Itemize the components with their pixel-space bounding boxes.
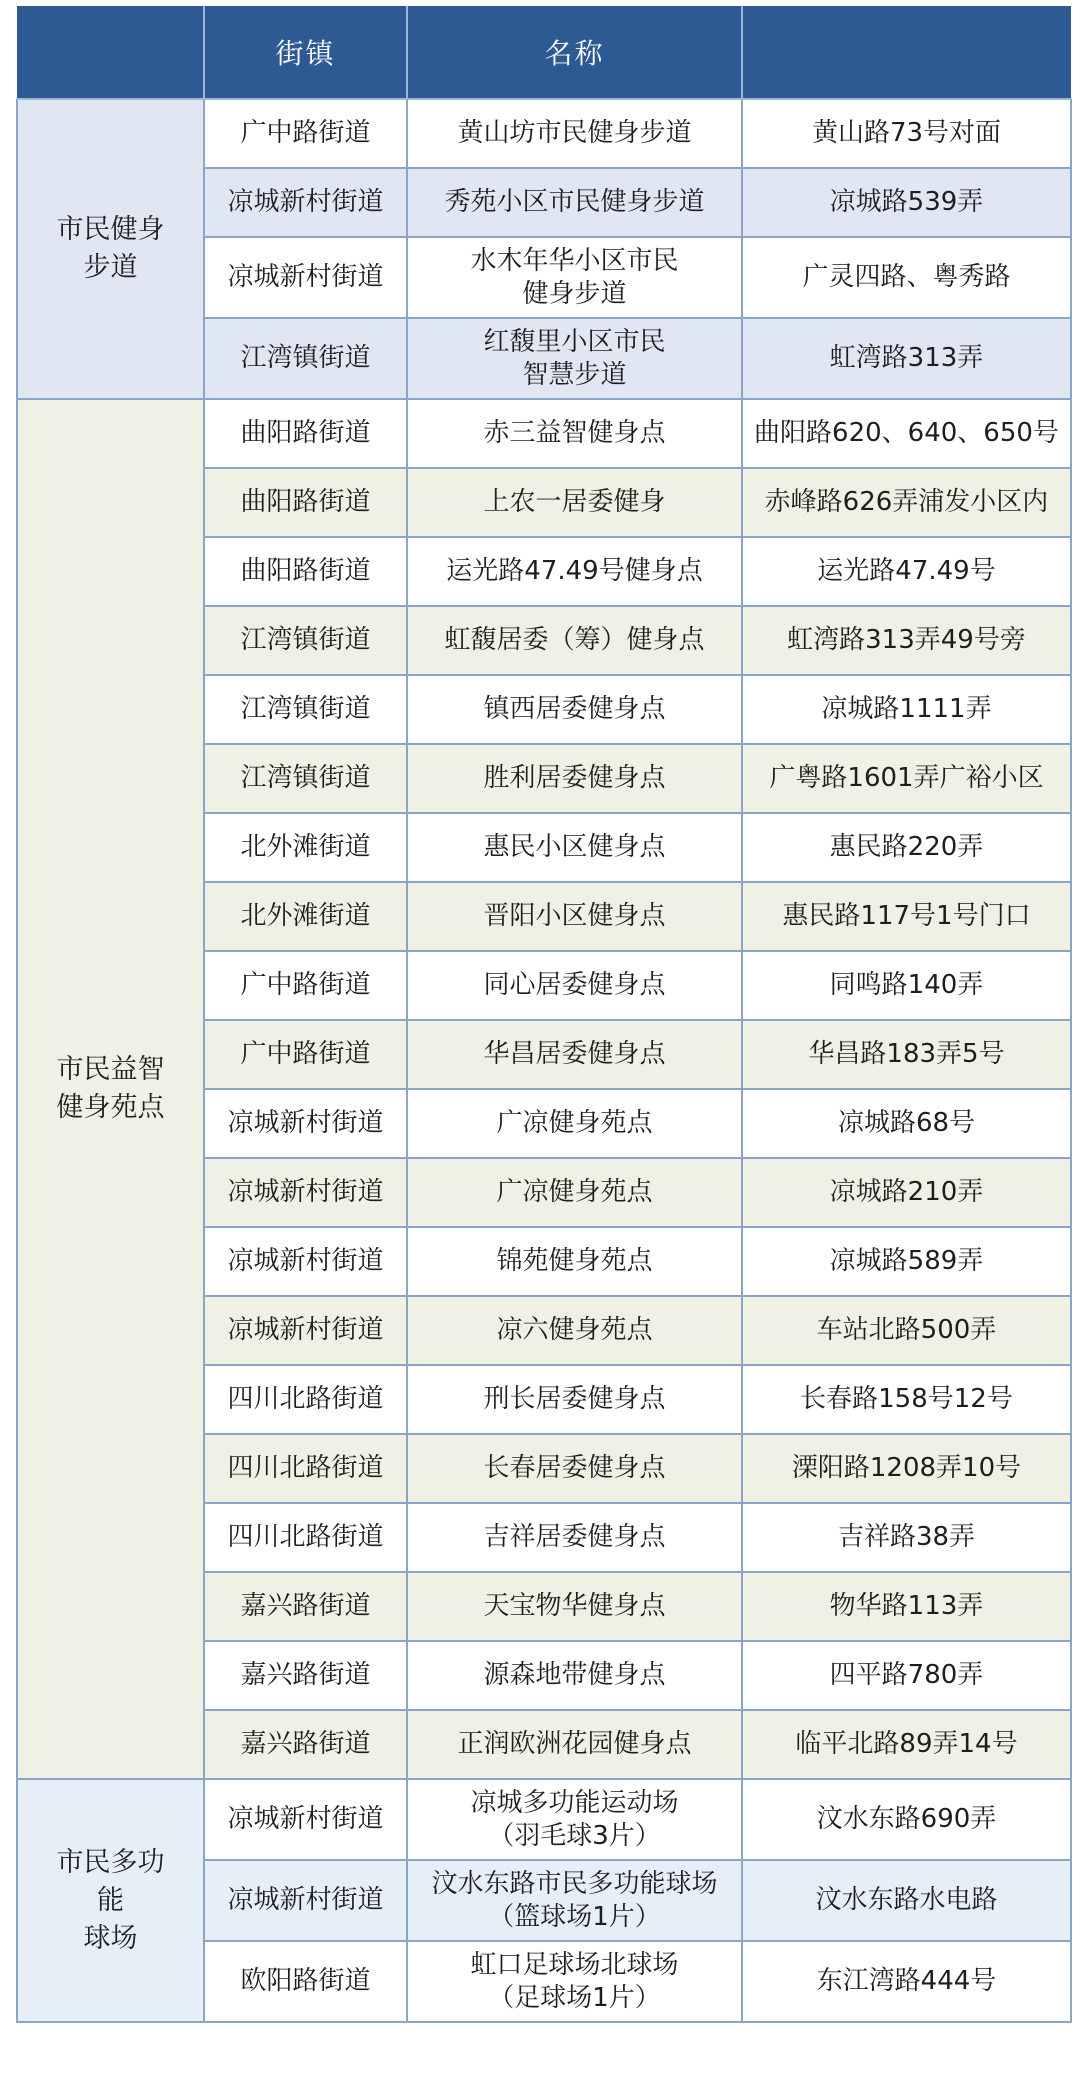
name-line1: 吉祥居委健身点 [483,1522,666,1552]
table-row [17,399,1071,468]
street-cell: 曲阳路街道 [204,537,407,606]
street-cell: 江湾镇街道 [204,744,407,813]
category-label-line2: 健身苑点 [56,1092,165,1123]
name-cell [407,318,742,399]
name-cell [407,1941,742,2022]
street-cell: 广中路街道 [204,1020,407,1089]
address-cell: 华昌路183弄5号 [742,1020,1071,1089]
name-line2: 智慧步道 [522,359,627,390]
address-cell: 汶水东路690弄 [742,1779,1071,1860]
street-cell: 四川北路街道 [204,1365,407,1434]
address-cell: 汶水东路水电路 [742,1860,1071,1941]
street-cell: 广中路街道 [204,99,407,168]
street-cell: 欧阳路街道 [204,1941,407,2022]
name-cell [407,1503,742,1572]
street-cell: 凉城新村街道 [204,1860,407,1941]
street-cell: 凉城新村街道 [204,1779,407,1860]
name-line1: 广凉健身苑点 [496,1108,653,1138]
street-cell: 北外滩街道 [204,813,407,882]
category-label-line1: 市民健身 [56,214,165,245]
name-line1: 刑长居委健身点 [483,1384,666,1414]
table-body [17,99,1071,2022]
name-line1: 水木年华小区市民 [470,245,679,276]
address-cell: 黄山路73号对面 [742,99,1071,168]
category-label-line1: 市民多功能 [56,1846,165,1916]
address-cell: 凉城路1111弄 [742,675,1071,744]
header-name [407,6,742,99]
name-line2: 健身步道 [522,278,627,309]
street-cell: 凉城新村街道 [204,237,407,318]
name-line1: 虹馥居委（筹）健身点 [444,625,705,655]
name-cell [407,1089,742,1158]
name-line1: 锦苑健身苑点 [496,1246,653,1276]
address-cell: 凉城路539弄 [742,168,1071,237]
name-line1: 运光路47.49号健身点 [446,556,703,586]
name-cell [407,399,742,468]
address-cell: 物华路113弄 [742,1572,1071,1641]
address-cell: 广粤路1601弄广裕小区 [742,744,1071,813]
name-line1: 惠民小区健身点 [483,832,666,862]
name-cell [407,1365,742,1434]
category-cell [17,99,204,399]
name-cell [407,1227,742,1296]
category-cell [17,399,204,1779]
name-cell [407,1434,742,1503]
address-cell: 虹湾路313弄 [742,318,1071,399]
name-cell [407,1710,742,1779]
header-name-label: 名称 [544,37,605,70]
address-cell: 东江湾路444号 [742,1941,1071,2022]
table-row [17,1779,1071,1860]
name-cell [407,99,742,168]
name-line1: 天宝物华健身点 [483,1591,666,1621]
name-line1: 正润欧洲花园健身点 [457,1729,692,1759]
street-cell: 江湾镇街道 [204,318,407,399]
name-cell [407,951,742,1020]
header-address [742,6,1071,99]
name-cell [407,1158,742,1227]
street-cell: 凉城新村街道 [204,1089,407,1158]
address-cell: 运光路47.49号 [742,537,1071,606]
name-cell [407,1779,742,1860]
name-line1: 镇西居委健身点 [483,694,666,724]
address-cell: 四平路780弄 [742,1641,1071,1710]
category-label-line2: 步道 [83,252,138,283]
name-cell [407,537,742,606]
name-line1: 汶水东路市民多功能球场 [431,1868,718,1899]
header-street-label: 街镇 [275,37,336,70]
street-cell: 嘉兴路街道 [204,1641,407,1710]
name-line2: （足球场1片） [488,1982,661,2013]
address-cell: 吉祥路38弄 [742,1503,1071,1572]
name-cell [407,744,742,813]
street-cell: 凉城新村街道 [204,1296,407,1365]
address-cell: 凉城路589弄 [742,1227,1071,1296]
name-cell [407,1020,742,1089]
name-cell [407,813,742,882]
category-label-line1: 市民益智 [56,1054,165,1085]
name-line1: 秀苑小区市民健身步道 [444,187,705,217]
street-cell: 凉城新村街道 [204,168,407,237]
street-cell: 凉城新村街道 [204,1227,407,1296]
name-line1: 长春居委健身点 [483,1453,666,1483]
name-line1: 胜利居委健身点 [483,763,666,793]
street-cell: 江湾镇街道 [204,675,407,744]
name-line1: 晋阳小区健身点 [483,901,666,931]
name-line1: 红馥里小区市民 [483,326,666,357]
street-cell: 广中路街道 [204,951,407,1020]
address-cell: 长春路158号12号 [742,1365,1071,1434]
name-cell [407,1641,742,1710]
name-cell [407,468,742,537]
street-cell: 江湾镇街道 [204,606,407,675]
header-category [17,6,204,99]
street-cell: 北外滩街道 [204,882,407,951]
name-cell [407,168,742,237]
address-cell: 惠民路220弄 [742,813,1071,882]
category-label-line2: 球场 [83,1922,138,1954]
address-cell: 惠民路117号1号门口 [742,882,1071,951]
header-street [204,6,407,99]
name-line1: 源森地带健身点 [483,1660,666,1690]
street-cell: 嘉兴路街道 [204,1710,407,1779]
venue-table [16,6,1072,2023]
category-cell [17,1779,204,2022]
name-line2: （篮球场1片） [488,1901,661,1932]
name-line1: 华昌居委健身点 [483,1039,666,1069]
address-cell: 赤峰路626弄浦发小区内 [742,468,1071,537]
street-cell: 嘉兴路街道 [204,1572,407,1641]
table-row [17,99,1071,168]
address-cell: 临平北路89弄14号 [742,1710,1071,1779]
address-cell: 同鸣路140弄 [742,951,1071,1020]
address-cell: 曲阳路620、640、650号 [742,399,1071,468]
name-line1: 凉六健身苑点 [496,1315,653,1345]
name-cell [407,1296,742,1365]
street-cell: 四川北路街道 [204,1434,407,1503]
name-line1: 上农一居委健身 [483,487,666,517]
table-header-row [17,6,1071,99]
name-cell [407,1860,742,1941]
name-cell [407,675,742,744]
street-cell: 曲阳路街道 [204,468,407,537]
name-cell [407,606,742,675]
name-cell [407,237,742,318]
name-line1: 凉城多功能运动场 [470,1787,679,1818]
address-cell: 车站北路500弄 [742,1296,1071,1365]
street-cell: 曲阳路街道 [204,399,407,468]
name-line1: 同心居委健身点 [483,970,666,1000]
name-line1: 赤三益智健身点 [483,418,666,448]
address-cell: 广灵四路、粤秀路 [742,237,1071,318]
address-cell: 虹湾路313弄49号旁 [742,606,1071,675]
address-cell: 溧阳路1208弄10号 [742,1434,1071,1503]
name-line2: （羽毛球3片） [488,1820,661,1851]
name-line1: 广凉健身苑点 [496,1177,653,1207]
name-cell [407,1572,742,1641]
address-cell: 凉城路68号 [742,1089,1071,1158]
name-line1: 黄山坊市民健身步道 [457,118,692,148]
street-cell: 四川北路街道 [204,1503,407,1572]
name-line1: 虹口足球场北球场 [470,1949,679,1980]
street-cell: 凉城新村街道 [204,1158,407,1227]
name-cell [407,882,742,951]
address-cell: 凉城路210弄 [742,1158,1071,1227]
